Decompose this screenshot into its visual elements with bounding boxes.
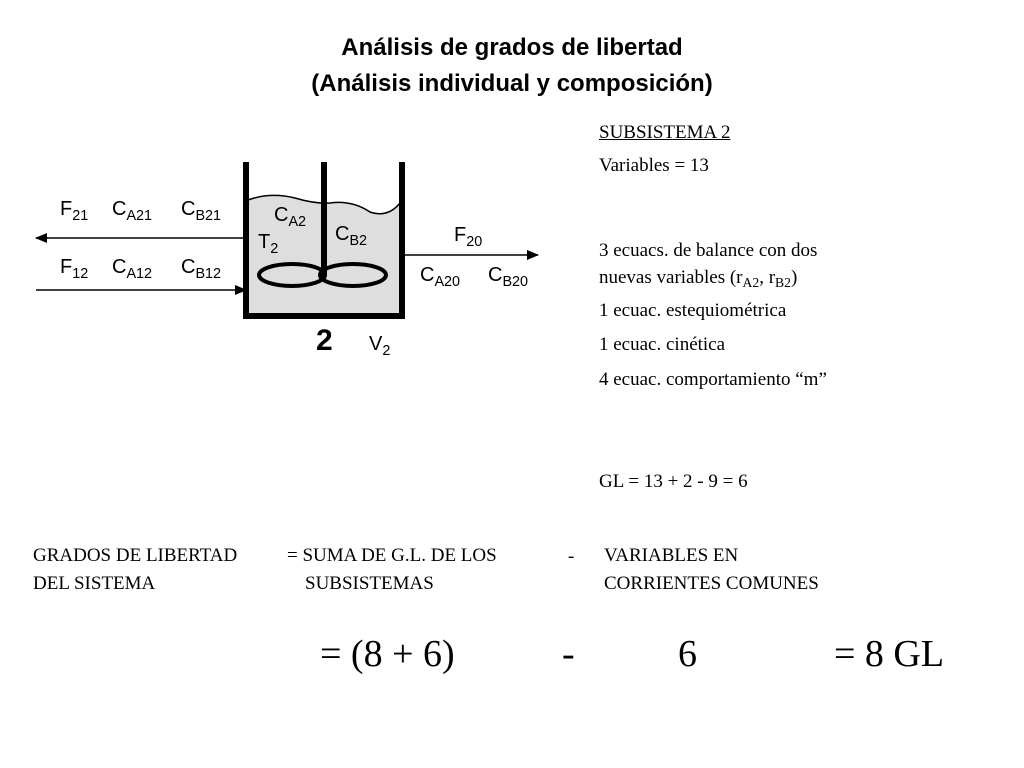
subsystem-heading: SUBSISTEMA 2: [599, 122, 731, 143]
subsystem-balance-line-1: 3 ecuacs. de balance con dos: [599, 240, 818, 261]
subsystem-kinetic: 1 ecuac. cinética: [599, 334, 726, 355]
summary-col-subsystems: = SUMA DE G.L. DE LOS SUBSISTEMAS: [287, 545, 497, 594]
label-ca20: $C_{A20}$: [420, 264, 461, 290]
result-sum: = (8 + 6): [320, 633, 455, 675]
label-ca21: $C_{A21}$: [112, 198, 153, 224]
label-f21: $F_{21}$: [60, 198, 89, 224]
title-line-2: (Análisis individual y composición): [311, 70, 713, 97]
label-f12: $F_{12}$: [60, 256, 89, 282]
label-f20: $F_{20}$: [454, 224, 483, 250]
label-cb20: $C_{B20}$: [488, 264, 529, 290]
label-ca2: $C_{A2}$: [274, 204, 307, 230]
subsystem-gl: GL = 13 + 2 - 9 = 6: [599, 471, 748, 492]
summary-minus: -: [568, 546, 575, 567]
summary-col-system: GRADOS DE LIBERTAD DEL SISTEMA: [33, 545, 238, 594]
label-ca12: $C_{A12}$: [112, 256, 153, 282]
title-line-1: Análisis de grados de libertad: [341, 34, 683, 61]
label-cb21: $C_{B21}$: [181, 198, 222, 224]
subsystem-stoich: 1 ecuac. estequiométrica: [599, 300, 787, 321]
result-common: 6: [678, 633, 697, 675]
result-total: = 8 GL: [834, 633, 945, 675]
label-cb2: $C_{B2}$: [335, 223, 368, 249]
label-t2: $T_2$: [258, 231, 279, 257]
subsystem-balance-line-2: nuevas variables ($r_{A2}$, $r_{B2}$): [599, 267, 798, 291]
summary-col-common: VARIABLES EN CORRIENTES COMUNES: [604, 545, 819, 594]
label-cb12: $C_{B12}$: [181, 256, 222, 282]
subsystem-behavior: 4 ecuac. comportamiento “m”: [599, 369, 827, 390]
subsystem-variables: Variables = 13: [599, 155, 709, 176]
unit-number: 2: [316, 324, 333, 357]
label-v2: $V_2$: [369, 333, 391, 359]
result-minus: -: [562, 633, 575, 675]
